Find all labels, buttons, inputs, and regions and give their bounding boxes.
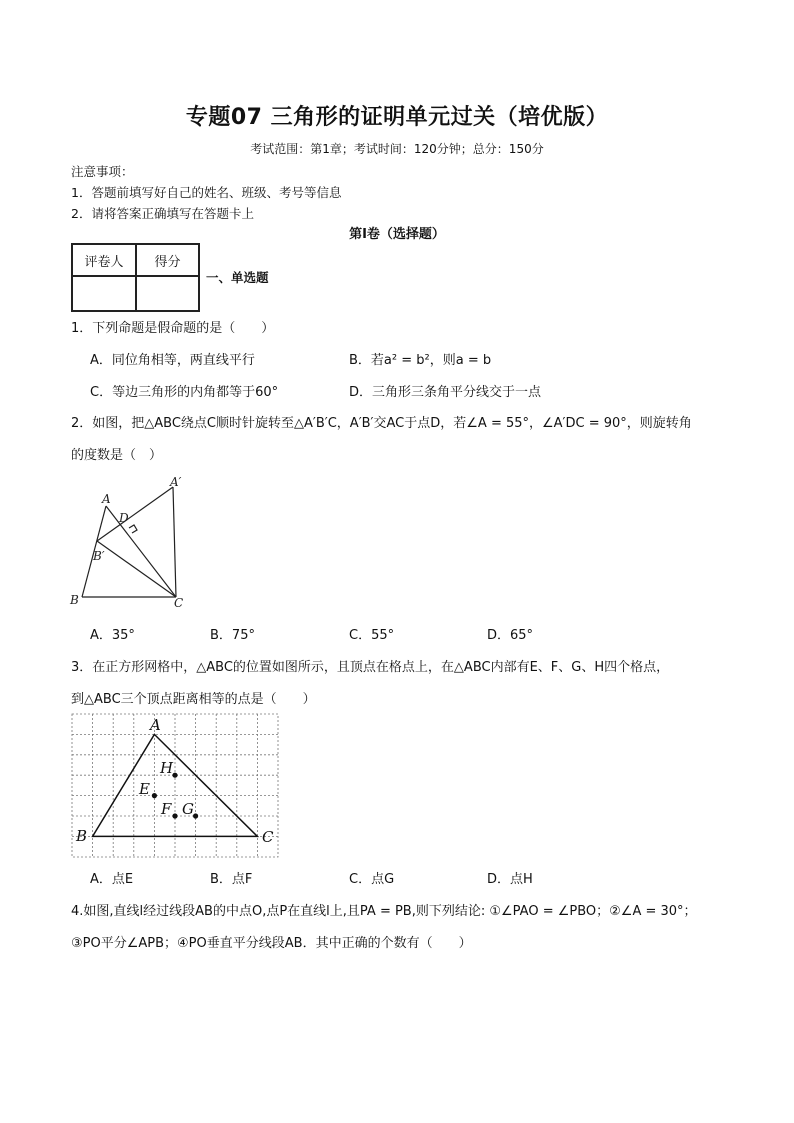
label-g: G — [182, 800, 194, 818]
question-3-stem: 3．在正方形网格中，△ABC的位置如图所示，且顶点在格点上，在△ABC内部有E、F、G、H四个格点， — [71, 660, 670, 675]
segment-ac — [106, 506, 176, 597]
point-e — [152, 793, 157, 798]
part-title: 第Ⅰ卷（选择题） — [349, 227, 445, 242]
score-table — [71, 243, 200, 312]
notes-heading: 注意事项： — [71, 164, 134, 179]
label-b-prime: B′ — [93, 549, 105, 563]
segment-b2c — [97, 541, 176, 597]
question-3-figure — [70, 712, 280, 860]
q3-option-a[interactable]: A．点E — [90, 872, 134, 887]
segment-a2c — [173, 487, 176, 597]
label-e: E — [139, 780, 150, 798]
grader-header: 评卷人 — [72, 244, 136, 276]
q3-option-d[interactable]: D．点H — [487, 872, 533, 887]
exam-meta: 考试范围：第1章；考试时间：120分钟；总分：150分 — [250, 142, 544, 156]
score-header: 得分 — [136, 244, 199, 276]
q2-option-b[interactable]: B．75° — [210, 628, 255, 643]
label-a: A — [150, 716, 161, 734]
question-2-stem-cont: 的度数是（ ） — [71, 448, 163, 463]
triangle-abc — [93, 734, 258, 836]
label-a: A — [102, 492, 111, 506]
label-b: B — [70, 593, 79, 607]
label-c: C — [174, 596, 184, 610]
section-title: 一、单选题 — [206, 270, 269, 285]
note-item: 1．答题前填写好自己的姓名、班级、考号等信息 — [71, 185, 342, 200]
point-h — [172, 773, 177, 778]
label-h: H — [160, 759, 174, 777]
q2-option-a[interactable]: A．35° — [90, 628, 135, 643]
question-2-stem: 2．如图，把△ABC绕点C顺时针旋转至△A′B′C，A′B′交AC于点D，若∠A = 55°，∠A′DC = 90°，则旋转角 — [71, 416, 692, 431]
label-f: F — [161, 800, 172, 818]
label-c: C — [262, 828, 274, 846]
question-3-stem-cont: 到△ABC三个顶点距离相等的点是（ ） — [71, 692, 316, 707]
q1-option-d[interactable]: D．三角形三条角平分线交于一点 — [349, 385, 542, 400]
score-cell[interactable] — [136, 276, 199, 311]
q1-option-c[interactable]: C．等边三角形的内角都等于60° — [90, 385, 279, 400]
q3-option-b[interactable]: B．点F — [210, 872, 253, 887]
question-2-figure — [66, 474, 196, 614]
label-a-prime: A′ — [170, 475, 182, 489]
question-1-stem: 1．下列命题是假命题的是（ ） — [71, 321, 275, 336]
q2-option-c[interactable]: C．55° — [349, 628, 395, 643]
label-d: D — [119, 511, 129, 525]
right-angle-mark — [129, 525, 137, 533]
question-4-stem: 4.如图,直线l经过线段AB的中点O,点P在直线l上,且PA = PB,则下列结论: ①∠PAO = ∠PBO；②∠A = 30°； — [71, 904, 697, 919]
q1-option-a[interactable]: A．同位角相等，两直线平行 — [90, 353, 255, 368]
note-item: 2．请将答案正确填写在答题卡上 — [71, 206, 254, 221]
q3-option-c[interactable]: C．点G — [349, 872, 395, 887]
grader-cell[interactable] — [72, 276, 136, 311]
grid — [72, 714, 278, 857]
question-4-stem-cont: ③PO平分∠APB；④PO垂直平分线段AB．其中正确的个数有（ ） — [71, 936, 472, 951]
q2-option-d[interactable]: D．65° — [487, 628, 534, 643]
q1-option-b[interactable]: B．若a² = b²，则a = b — [349, 353, 492, 368]
point-f — [172, 813, 177, 818]
page-title: 专题07 三角形的证明单元过关（培优版） — [185, 105, 609, 130]
label-b: B — [76, 827, 88, 845]
